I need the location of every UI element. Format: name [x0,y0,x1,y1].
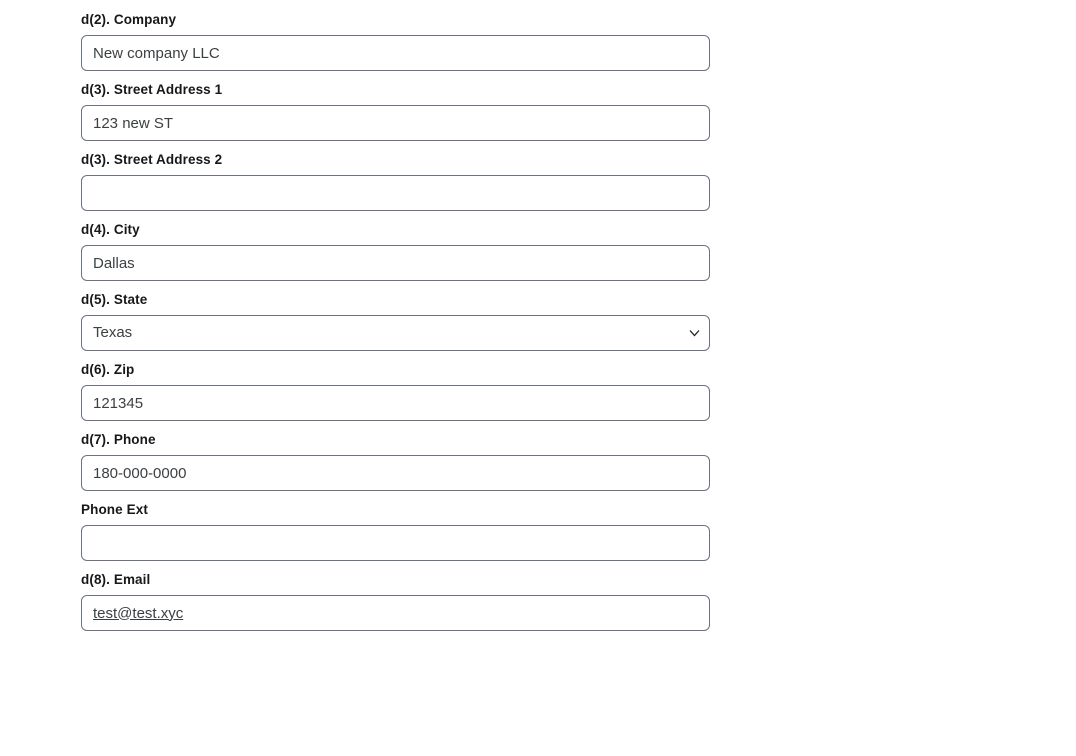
field-label-zip: d(6). Zip [81,362,135,377]
phone-ext-input[interactable] [81,525,710,561]
field-label-phone: d(7). Phone [81,432,156,447]
field-label-street-address-1: d(3). Street Address 1 [81,82,223,97]
field-label-phone-ext: Phone Ext [81,502,148,517]
field-label-company: d(2). Company [81,12,177,27]
field-label-street-address-2: d(3). Street Address 2 [81,152,223,167]
field-email [81,572,1076,631]
city-input[interactable] [81,245,710,281]
street-address-2-input[interactable] [81,175,710,211]
email-input[interactable] [81,595,710,631]
field-phone-ext [81,502,1076,561]
phone-input[interactable] [81,455,710,491]
field-company [81,12,1076,71]
field-zip [81,362,1076,421]
field-phone [81,432,1076,491]
field-city [81,222,1076,281]
field-street-address-2 [81,152,1076,211]
field-label-city: d(4). City [81,222,140,237]
state-select[interactable] [81,315,710,351]
company-input[interactable] [81,35,710,71]
street-address-1-input[interactable] [81,105,710,141]
field-label-email: d(8). Email [81,572,151,587]
zip-input[interactable] [81,385,710,421]
state-select-wrapper [81,315,710,351]
field-label-state: d(5). State [81,292,148,307]
field-street-address-1 [81,82,1076,141]
field-state [81,292,1076,351]
